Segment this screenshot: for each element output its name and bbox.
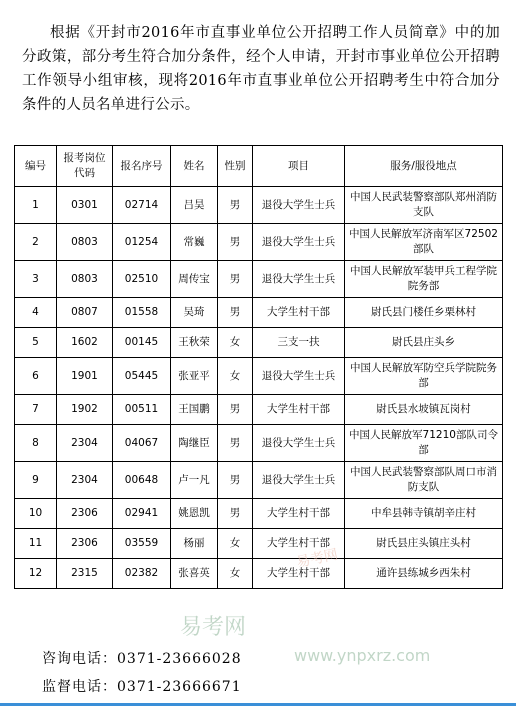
cell-post: 2306 — [57, 499, 113, 529]
cell-reg: 04067 — [113, 425, 171, 462]
cell-gender: 男 — [218, 187, 253, 224]
header-gender: 性别 — [218, 146, 253, 187]
cell-item: 大学生村干部 — [253, 559, 345, 589]
table-header-row — [15, 146, 503, 187]
header-post: 报考岗位代码 — [57, 146, 113, 187]
cell-name: 王国鹏 — [171, 395, 218, 425]
cell-post: 1901 — [57, 358, 113, 395]
cell-place: 中国人民解放军装甲兵工程学院院务部 — [345, 261, 503, 298]
cell-item: 退役大学生士兵 — [253, 224, 345, 261]
cell-gender: 男 — [218, 261, 253, 298]
cell-num: 7 — [15, 395, 57, 425]
cell-num: 8 — [15, 425, 57, 462]
cell-reg: 02714 — [113, 187, 171, 224]
cell-num: 10 — [15, 499, 57, 529]
cell-item: 退役大学生士兵 — [253, 358, 345, 395]
cell-name: 陶继臣 — [171, 425, 218, 462]
header-item: 项目 — [253, 146, 345, 187]
cell-num: 9 — [15, 462, 57, 499]
cell-place: 中牟县韩寺镇胡辛庄村 — [345, 499, 503, 529]
table-row — [15, 462, 503, 499]
cell-name: 吕昊 — [171, 187, 218, 224]
header-name: 姓名 — [171, 146, 218, 187]
cell-item: 退役大学生士兵 — [253, 462, 345, 499]
cell-gender: 男 — [218, 395, 253, 425]
table-row — [15, 328, 503, 358]
cell-num: 4 — [15, 298, 57, 328]
cell-name: 张喜英 — [171, 559, 218, 589]
cell-place: 中国人民武装警察部队周口市消防支队 — [345, 462, 503, 499]
cell-post: 1602 — [57, 328, 113, 358]
supervise-phone: 监督电话：0371-23666671 — [42, 679, 242, 695]
header-reg: 报名序号 — [113, 146, 171, 187]
cell-post: 0803 — [57, 261, 113, 298]
cell-item: 大学生村干部 — [253, 499, 345, 529]
cell-gender: 男 — [218, 298, 253, 328]
header-place: 服务/服役地点 — [345, 146, 503, 187]
cell-num: 2 — [15, 224, 57, 261]
watermark-logo-text: 易考网 — [295, 546, 340, 572]
cell-reg: 01558 — [113, 298, 171, 328]
table-row — [15, 559, 503, 589]
table-row — [15, 261, 503, 298]
cell-post: 2315 — [57, 559, 113, 589]
table-row — [15, 499, 503, 529]
cell-name: 姚恩凯 — [171, 499, 218, 529]
cell-gender: 女 — [218, 559, 253, 589]
table-row — [15, 425, 503, 462]
cell-post: 0803 — [57, 224, 113, 261]
cell-name: 杨丽 — [171, 529, 218, 559]
watermark-logo-text-large: 易考网 — [180, 615, 247, 640]
cell-post: 1902 — [57, 395, 113, 425]
cell-place: 中国人民解放军济南军区72502部队 — [345, 224, 503, 261]
table-row — [15, 298, 503, 328]
cell-place: 中国人民解放军防空兵学院院务部 — [345, 358, 503, 395]
intro-paragraph: 根据《开封市2016年市直事业单位公开招聘工作人员简章》中的加分政策，部分考生符合加分条件，经个人申请，开封市事业单位公开招聘工作领导小组审核，现将2016年市直事业单位公开招聘考生中符合加分条件的人员名单进行公示。 — [22, 24, 500, 113]
table-row — [15, 187, 503, 224]
cell-reg: 00145 — [113, 328, 171, 358]
cell-name: 张亚平 — [171, 358, 218, 395]
cell-gender: 男 — [218, 224, 253, 261]
cell-item: 退役大学生士兵 — [253, 261, 345, 298]
cell-reg: 00648 — [113, 462, 171, 499]
header-num: 编号 — [15, 146, 57, 187]
cell-num: 1 — [15, 187, 57, 224]
cell-post: 0301 — [57, 187, 113, 224]
candidate-table — [14, 145, 503, 589]
cell-name: 吴琦 — [171, 298, 218, 328]
cell-post: 2306 — [57, 529, 113, 559]
cell-name: 卢一凡 — [171, 462, 218, 499]
cell-gender: 女 — [218, 358, 253, 395]
cell-place: 尉氏县庄头镇庄头村 — [345, 529, 503, 559]
cell-item: 退役大学生士兵 — [253, 187, 345, 224]
cell-item: 大学生村干部 — [253, 529, 345, 559]
table-row — [15, 224, 503, 261]
cell-gender: 女 — [218, 529, 253, 559]
cell-post: 2304 — [57, 425, 113, 462]
cell-num: 11 — [15, 529, 57, 559]
watermark-url: www.ynpxrz.com — [294, 646, 431, 665]
cell-gender: 女 — [218, 328, 253, 358]
cell-reg: 02941 — [113, 499, 171, 529]
cell-reg: 00511 — [113, 395, 171, 425]
table-row — [15, 529, 503, 559]
cell-reg: 02382 — [113, 559, 171, 589]
cell-gender: 男 — [218, 425, 253, 462]
cell-name: 周传宝 — [171, 261, 218, 298]
cell-num: 3 — [15, 261, 57, 298]
cell-reg: 02510 — [113, 261, 171, 298]
cell-item: 大学生村干部 — [253, 395, 345, 425]
cell-gender: 男 — [218, 462, 253, 499]
consult-phone: 咨询电话：0371-23666028 — [42, 651, 242, 667]
cell-place: 通许县练城乡西朱村 — [345, 559, 503, 589]
cell-reg: 01254 — [113, 224, 171, 261]
cell-num: 5 — [15, 328, 57, 358]
cell-place: 尉氏县庄头乡 — [345, 328, 503, 358]
table-row — [15, 395, 503, 425]
cell-place: 中国人民武装警察部队郑州消防支队 — [345, 187, 503, 224]
cell-num: 6 — [15, 358, 57, 395]
table-row — [15, 358, 503, 395]
cell-item: 三支一扶 — [253, 328, 345, 358]
cell-place: 尉氏县门楼任乡栗林村 — [345, 298, 503, 328]
cell-reg: 05445 — [113, 358, 171, 395]
cell-item: 大学生村干部 — [253, 298, 345, 328]
cell-item: 退役大学生士兵 — [253, 425, 345, 462]
cell-name: 王秋荣 — [171, 328, 218, 358]
cell-place: 尉氏县水坡镇瓦岗村 — [345, 395, 503, 425]
cell-reg: 03559 — [113, 529, 171, 559]
cell-post: 2304 — [57, 462, 113, 499]
cell-name: 常巍 — [171, 224, 218, 261]
cell-place: 中国人民解放军71210部队司令部 — [345, 425, 503, 462]
cell-post: 0807 — [57, 298, 113, 328]
cell-num: 12 — [15, 559, 57, 589]
cell-gender: 男 — [218, 499, 253, 529]
